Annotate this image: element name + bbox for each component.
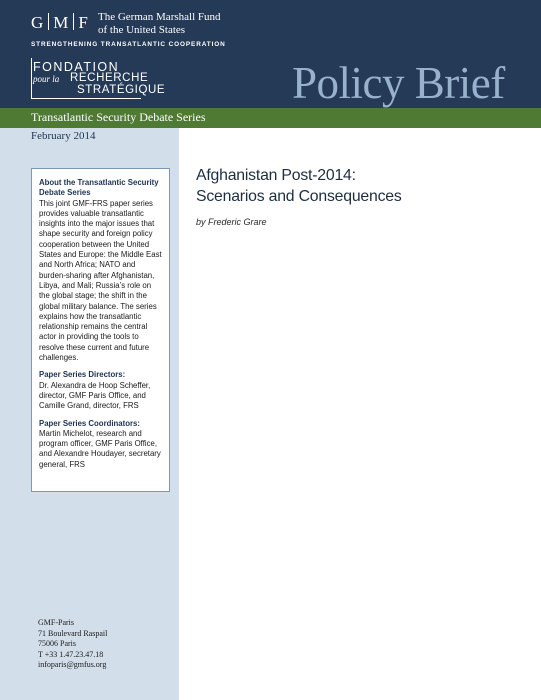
directors-heading: Paper Series Directors: — [39, 370, 126, 380]
address-phone: T +33 1.47.23.47.18 — [38, 649, 104, 659]
article-title-line1: Afghanistan Post-2014: — [196, 167, 356, 184]
frs-pourla: pour la — [33, 74, 60, 84]
article-title — [196, 165, 402, 207]
coordinators-text: Martin Michelot, research and program officer, GMF Paris Office, and Alexandre Houdayer, secretary general, FRS — [39, 428, 161, 469]
gmf-name-line1: The German Marshall Fund — [98, 11, 221, 23]
gmf-name-line2: of the United States — [98, 24, 186, 36]
frs-fondation: FONDATION — [33, 60, 120, 74]
address-email: infoparis@gmfus.org — [38, 660, 107, 670]
frs-recherche: RECHERCHE — [70, 72, 149, 84]
gmf-logo-letter-g: G — [31, 13, 45, 32]
article-title-line2: Scenarios and Consequences — [196, 188, 402, 205]
series-title: Transatlantic Security Debate Series — [31, 110, 206, 124]
article-byline: by Frederic Grare — [196, 217, 267, 227]
about-text: This joint GMF-FRS paper series provides valuable transatlantic insights into the major issues that shape security and foreign policy cooperation between the United States and Europe: the Middle East and North Africa; NATO and burden-sharing after Afghanistan, Libya, and Mali; Russia’s role on the global stage; the shift in the global military balance. The series explains how the transatlantic relationship remains the central actor in providing the tools to resolve these current and future challenges. — [39, 198, 162, 363]
gmf-tagline: STRENGTHENING TRANSATLANTIC COOPERATION — [31, 41, 226, 48]
gmf-organization-name — [98, 11, 221, 37]
gmf-logo — [31, 13, 89, 33]
gmf-logo-divider — [48, 13, 49, 30]
frs-logo — [31, 56, 166, 100]
office-address — [38, 618, 107, 671]
address-line3: 75006 Paris — [38, 639, 76, 649]
address-line1: GMF-Paris — [38, 618, 75, 627]
gmf-logo-letter-m: M — [53, 13, 70, 32]
about-heading: About the Transatlantic Security Debate Series — [39, 178, 159, 198]
frs-strategique: STRATÉGIQUE — [77, 84, 166, 96]
coordinators-heading: Paper Series Coordinators: — [39, 418, 140, 428]
gmf-logo-divider — [73, 13, 74, 30]
gmf-logo-letter-f: F — [78, 13, 89, 32]
series-info-box — [31, 168, 170, 492]
publication-type-title: Policy Brief — [292, 58, 505, 108]
address-line2: 71 Boulevard Raspail — [38, 628, 108, 638]
directors-text: Dr. Alexandra de Hoop Scheffer, director, GMF Paris Office, and Camille Grand, director, FRS — [39, 380, 151, 411]
publication-date: February 2014 — [31, 130, 96, 142]
